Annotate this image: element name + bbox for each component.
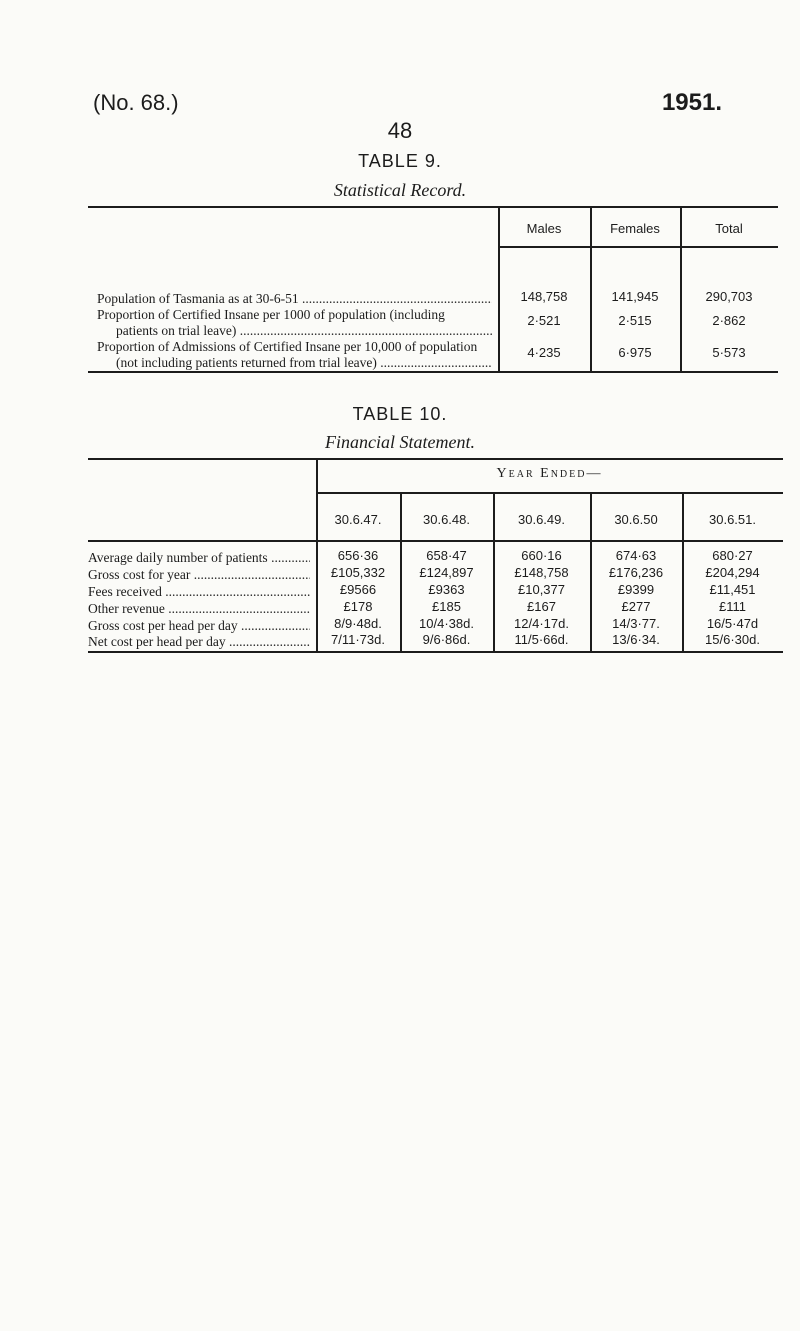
table10-group-header: Year Ended— [496,466,603,481]
table9-col-males: Males [526,221,562,236]
table9-row-label-cont: (not including patients returned from trial leave) ..... [116,355,492,370]
table10-cell: £148,758 [514,565,569,580]
table10-cell: £9363 [428,582,465,597]
table10-row-label: Net cost per head per day ..... [88,634,310,649]
table10-cell: £9399 [617,582,655,597]
table10-cell: 13/6·34. [612,632,660,647]
table10-cell: 9/6·86d. [422,632,471,647]
table10-col-year: 30.6.49. [518,512,565,527]
table9-cell-females: 6·975 [618,345,652,360]
document-year: 1951. [661,89,722,116]
table10-cell: 11/5·66d. [514,632,569,647]
table10-cell: £9566 [339,582,377,597]
table10-cell: 7/11·73d. [331,632,385,647]
table9-cell-males: 148,758 [520,289,568,304]
table9-row-label: Proportion of Admissions of Certified Insane per 10,000 of population [97,339,478,354]
table9-col-females: Females [610,221,660,236]
table10-title: TABLE 10. [352,404,448,424]
table10-cell: 660·16 [521,548,562,563]
table10-cell: 14/3·77. [612,616,660,631]
table10-cell: 8/9·48d. [334,616,382,631]
table9-cell-total: 5·573 [712,345,746,360]
table9-title: TABLE 9. [358,151,442,171]
table10-col-year: 30.6.50 [614,512,658,527]
table10-col-year: 30.6.51. [709,512,756,527]
table10-header-rule [88,540,783,542]
table9-cell-total: 2·862 [712,313,746,328]
table9-header-rule [498,246,778,248]
table10-cell: 15/6·30d. [705,632,760,647]
table10-cell: 680·27 [712,548,753,563]
table10-cell: £185 [432,599,461,614]
table9-cell-females: 141,945 [611,289,659,304]
page-number: 48 [387,118,413,143]
table10-cell: 12/4·17d. [514,616,569,631]
table10-cell: £167 [527,599,556,614]
table10-cell: £176,236 [608,565,664,580]
table10-cell: 10/4·38d. [419,616,474,631]
table10-row-label: Other revenue ..... [88,601,310,616]
table10-col-year: 30.6.48. [423,512,470,527]
table10-row-label: Gross cost per head per day ..... [88,618,310,633]
table10-cell: £11,451 [709,582,756,597]
table9-subtitle: Statistical Record. [333,180,467,200]
table10-cell: 16/5·47d [706,616,759,631]
table10-row-label: Gross cost for year ..... [88,567,310,582]
table10-cell: £178 [343,599,373,614]
table10-cell: 674·63 [615,548,657,563]
document-number: (No. 68.) [93,90,179,115]
table10-bottom-rule [88,651,783,653]
table10-top-rule [88,458,783,460]
table10-cell: £277 [621,599,651,614]
table10-cell: £10,377 [518,582,565,597]
table9-row-label: Proportion of Certified Insane per 1000 of population (including [97,307,445,322]
table10-cell: £111 [719,599,746,614]
table9-row-label-cont: patients on trial leave) ..... [116,323,492,338]
table10-cell: 656·36 [337,548,379,563]
table9-cell-total: 290,703 [705,289,753,304]
table9-row-label: Population of Tasmania as at 30-6-51 ..... [97,291,492,306]
table9-bottom-rule [88,371,778,373]
table10-group-rule [316,492,783,494]
table10-cell: £204,294 [705,565,760,580]
table10-cell: £124,897 [419,565,474,580]
table9-cell-males: 4·235 [527,345,561,360]
table10-subtitle: Financial Statement. [325,432,475,452]
table10-col-year: 30.6.47. [334,512,382,527]
table10-row-label: Fees received ..... [88,584,310,599]
table9-cell-males: 2·521 [527,313,561,328]
table9-top-rule [88,206,778,208]
table10-cell: 658·47 [426,548,467,563]
table10-cell: £105,332 [330,565,386,580]
table9-cell-females: 2·515 [618,313,652,328]
table10-row-label: Average daily number of patients ..... [88,550,310,565]
table9-col-total: Total [715,221,743,236]
